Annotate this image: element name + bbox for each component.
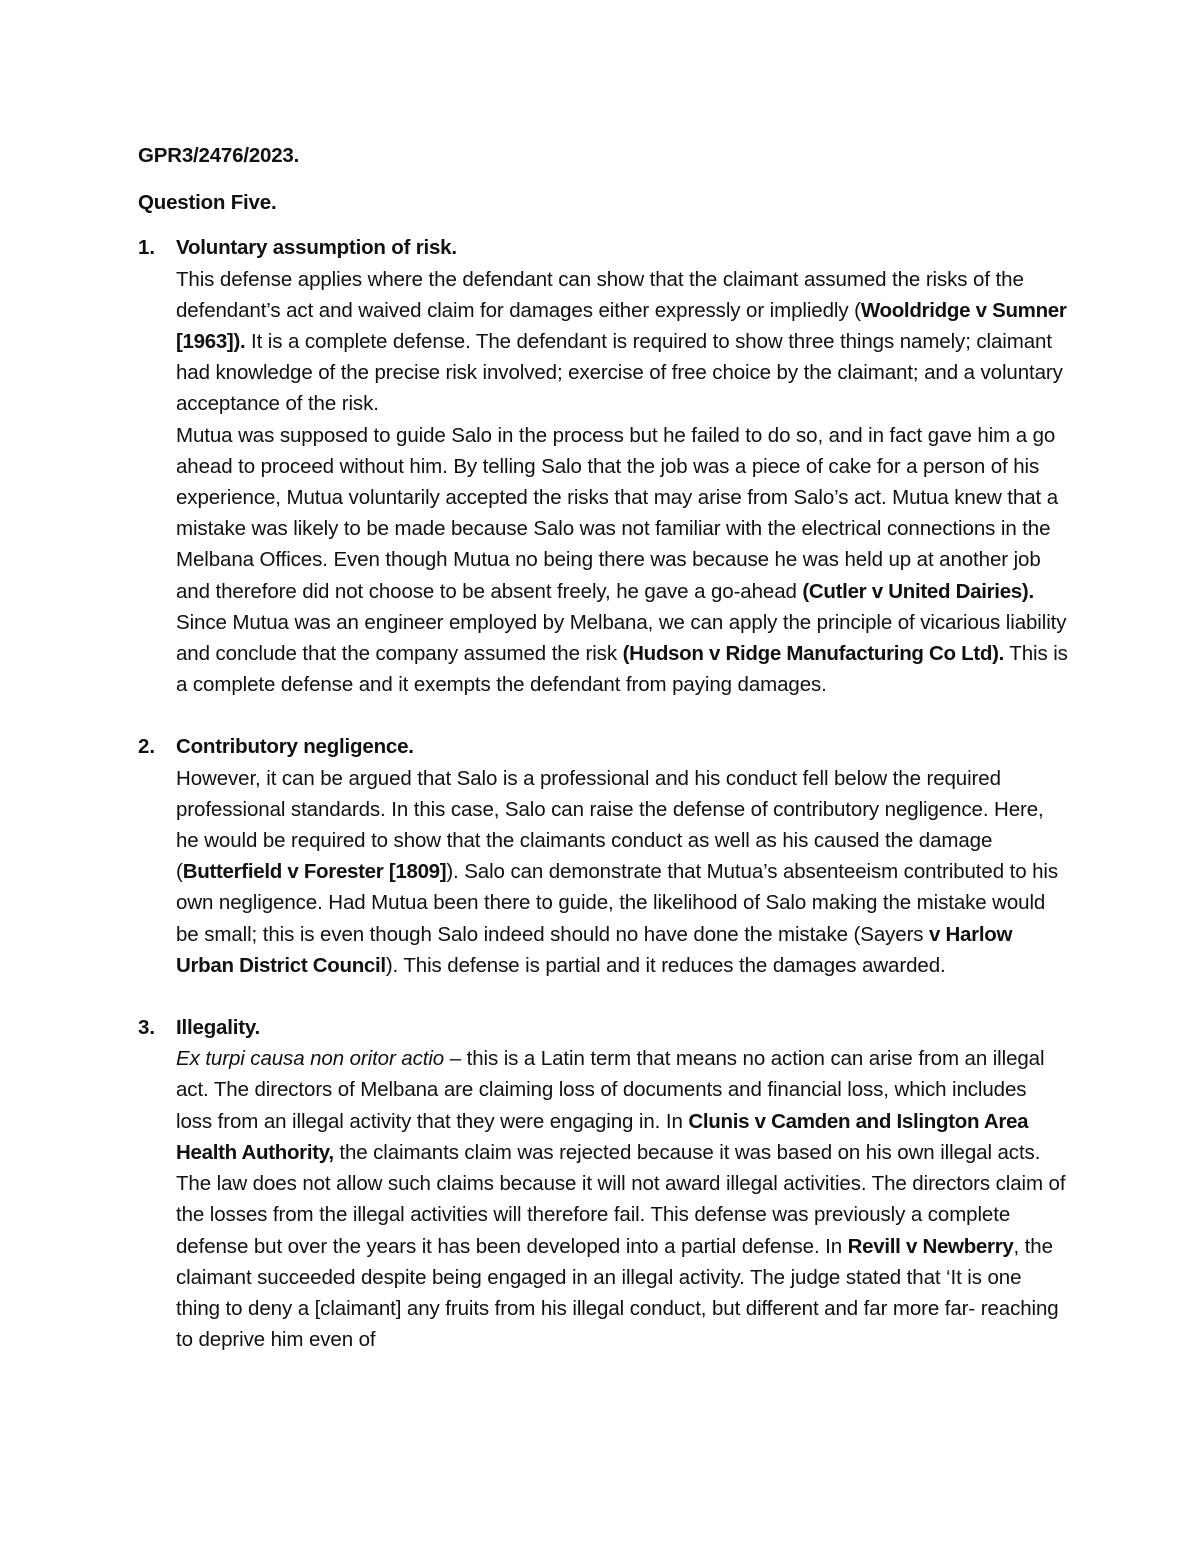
case-citation: v Harlow Urban District Council (176, 922, 1013, 977)
text-run: This defense applies where the defendant can show that the claimant assumed the risks of the defendant’s act and waived claim for damages either expressly or impliedly ( (176, 267, 1024, 322)
paragraph (176, 264, 1068, 420)
text-run: . (1028, 579, 1034, 603)
section-contributory-negligence (138, 731, 1068, 981)
case-citation: Wooldridge v Sumner [1963] (176, 298, 1067, 354)
section-title: Voluntary assumption of risk. (176, 236, 457, 260)
case-citation: Revill v Newberry (847, 1234, 1014, 1258)
text-run: – this is a Latin term that means no action can arise from an illegal act. The directors of Melbana are claiming loss of documents and financial loss, which includes loss from an illegal activity that they were engaging in. In (176, 1047, 1045, 1133)
section-title: Illegality. (176, 1016, 261, 1040)
text-run: ). Salo can demonstrate that Mutua’s absenteeism contributed to his own negligence. Had Mutua been there to guide, the likelihood of Salo making the mistake would be small; this is even though Salo indeed should no have done the mistake (Sayers (176, 860, 1058, 946)
document-body (138, 140, 1068, 1355)
question-heading: Question Five. (138, 191, 277, 215)
text-run: , the claimant succeeded despite being engaged in an illegal activity. The judge stated that ‘It is one thing to deny a [claimant] any fruits from his illegal conduct, but different and far more far- reaching to deprive him even of (176, 1234, 1059, 1352)
text-run: the claimants claim was rejected because it was based on his own illegal acts. The law does not allow such claims because it will not award illegal activities. The directors claim of the losses from the illegal activities will therefore fail. This defense was previously a complete defense but over the years it has been developed into a partial defense. In (176, 1140, 1066, 1258)
paragraph (176, 420, 1068, 607)
section-title: Contributory negligence. (176, 735, 414, 759)
text-run: This is a complete defense and it exempts the defendant from paying damages. (176, 642, 1068, 697)
section-number: 2. (138, 735, 156, 759)
paragraph (176, 1043, 1068, 1355)
case-citation: (Cutler v United Dairies) (802, 579, 1029, 603)
document-id: GPR3/2476/2023. (138, 144, 300, 167)
case-citation: (Hudson v Ridge Manufacturing Co Ltd). (622, 642, 1005, 666)
paragraph (176, 607, 1068, 701)
text-run: It is a complete defense. The defendant is required to show three things namely; claimant had knowledge of the precise risk involved; exercise of free choice by the claimant; and a voluntary acceptance of the risk. (176, 330, 1063, 416)
case-citation: Butterfield v Forester [1809] (182, 860, 447, 884)
section-number: 3. (138, 1016, 156, 1040)
section-voluntary-assumption (138, 232, 1068, 700)
latin-maxim: Ex turpi causa non oritor actio (176, 1047, 445, 1071)
text-run: ). (233, 330, 246, 354)
case-citation: Clunis v Camden and Islington Area Health Authority, (176, 1109, 1029, 1164)
text-run: However, it can be argued that Salo is a professional and his conduct fell below the required professional standards. In this case, Salo can raise the defense of contributory negligence. Here, he would be required to show that the claimants conduct as well as his caused the damage ( (176, 766, 1044, 884)
text-run: ). This defense is partial and it reduces the damages awarded. (385, 953, 946, 977)
paragraph (176, 763, 1068, 981)
text-run: Since Mutua was an engineer employed by Melbana, we can apply the principle of vicarious liability and conclude that the company assumed the risk (176, 610, 1067, 666)
section-illegality (138, 1012, 1068, 1355)
section-number: 1. (138, 236, 156, 260)
text-run: Mutua was supposed to guide Salo in the process but he failed to do so, and in fact gave him a go ahead to proceed without him. By telling Salo that the job was a piece of cake for a person of his experience, Mutua voluntarily accepted the risks that may arise from Salo’s act. Mutua knew that a mistake was likely to be made because Salo was not familiar with the electrical connections in the Melbana Offices. Even though Mutua no being there was because he was held up at another job and therefore did not choose to be absent freely, he gave a go-ahead (176, 423, 1059, 603)
